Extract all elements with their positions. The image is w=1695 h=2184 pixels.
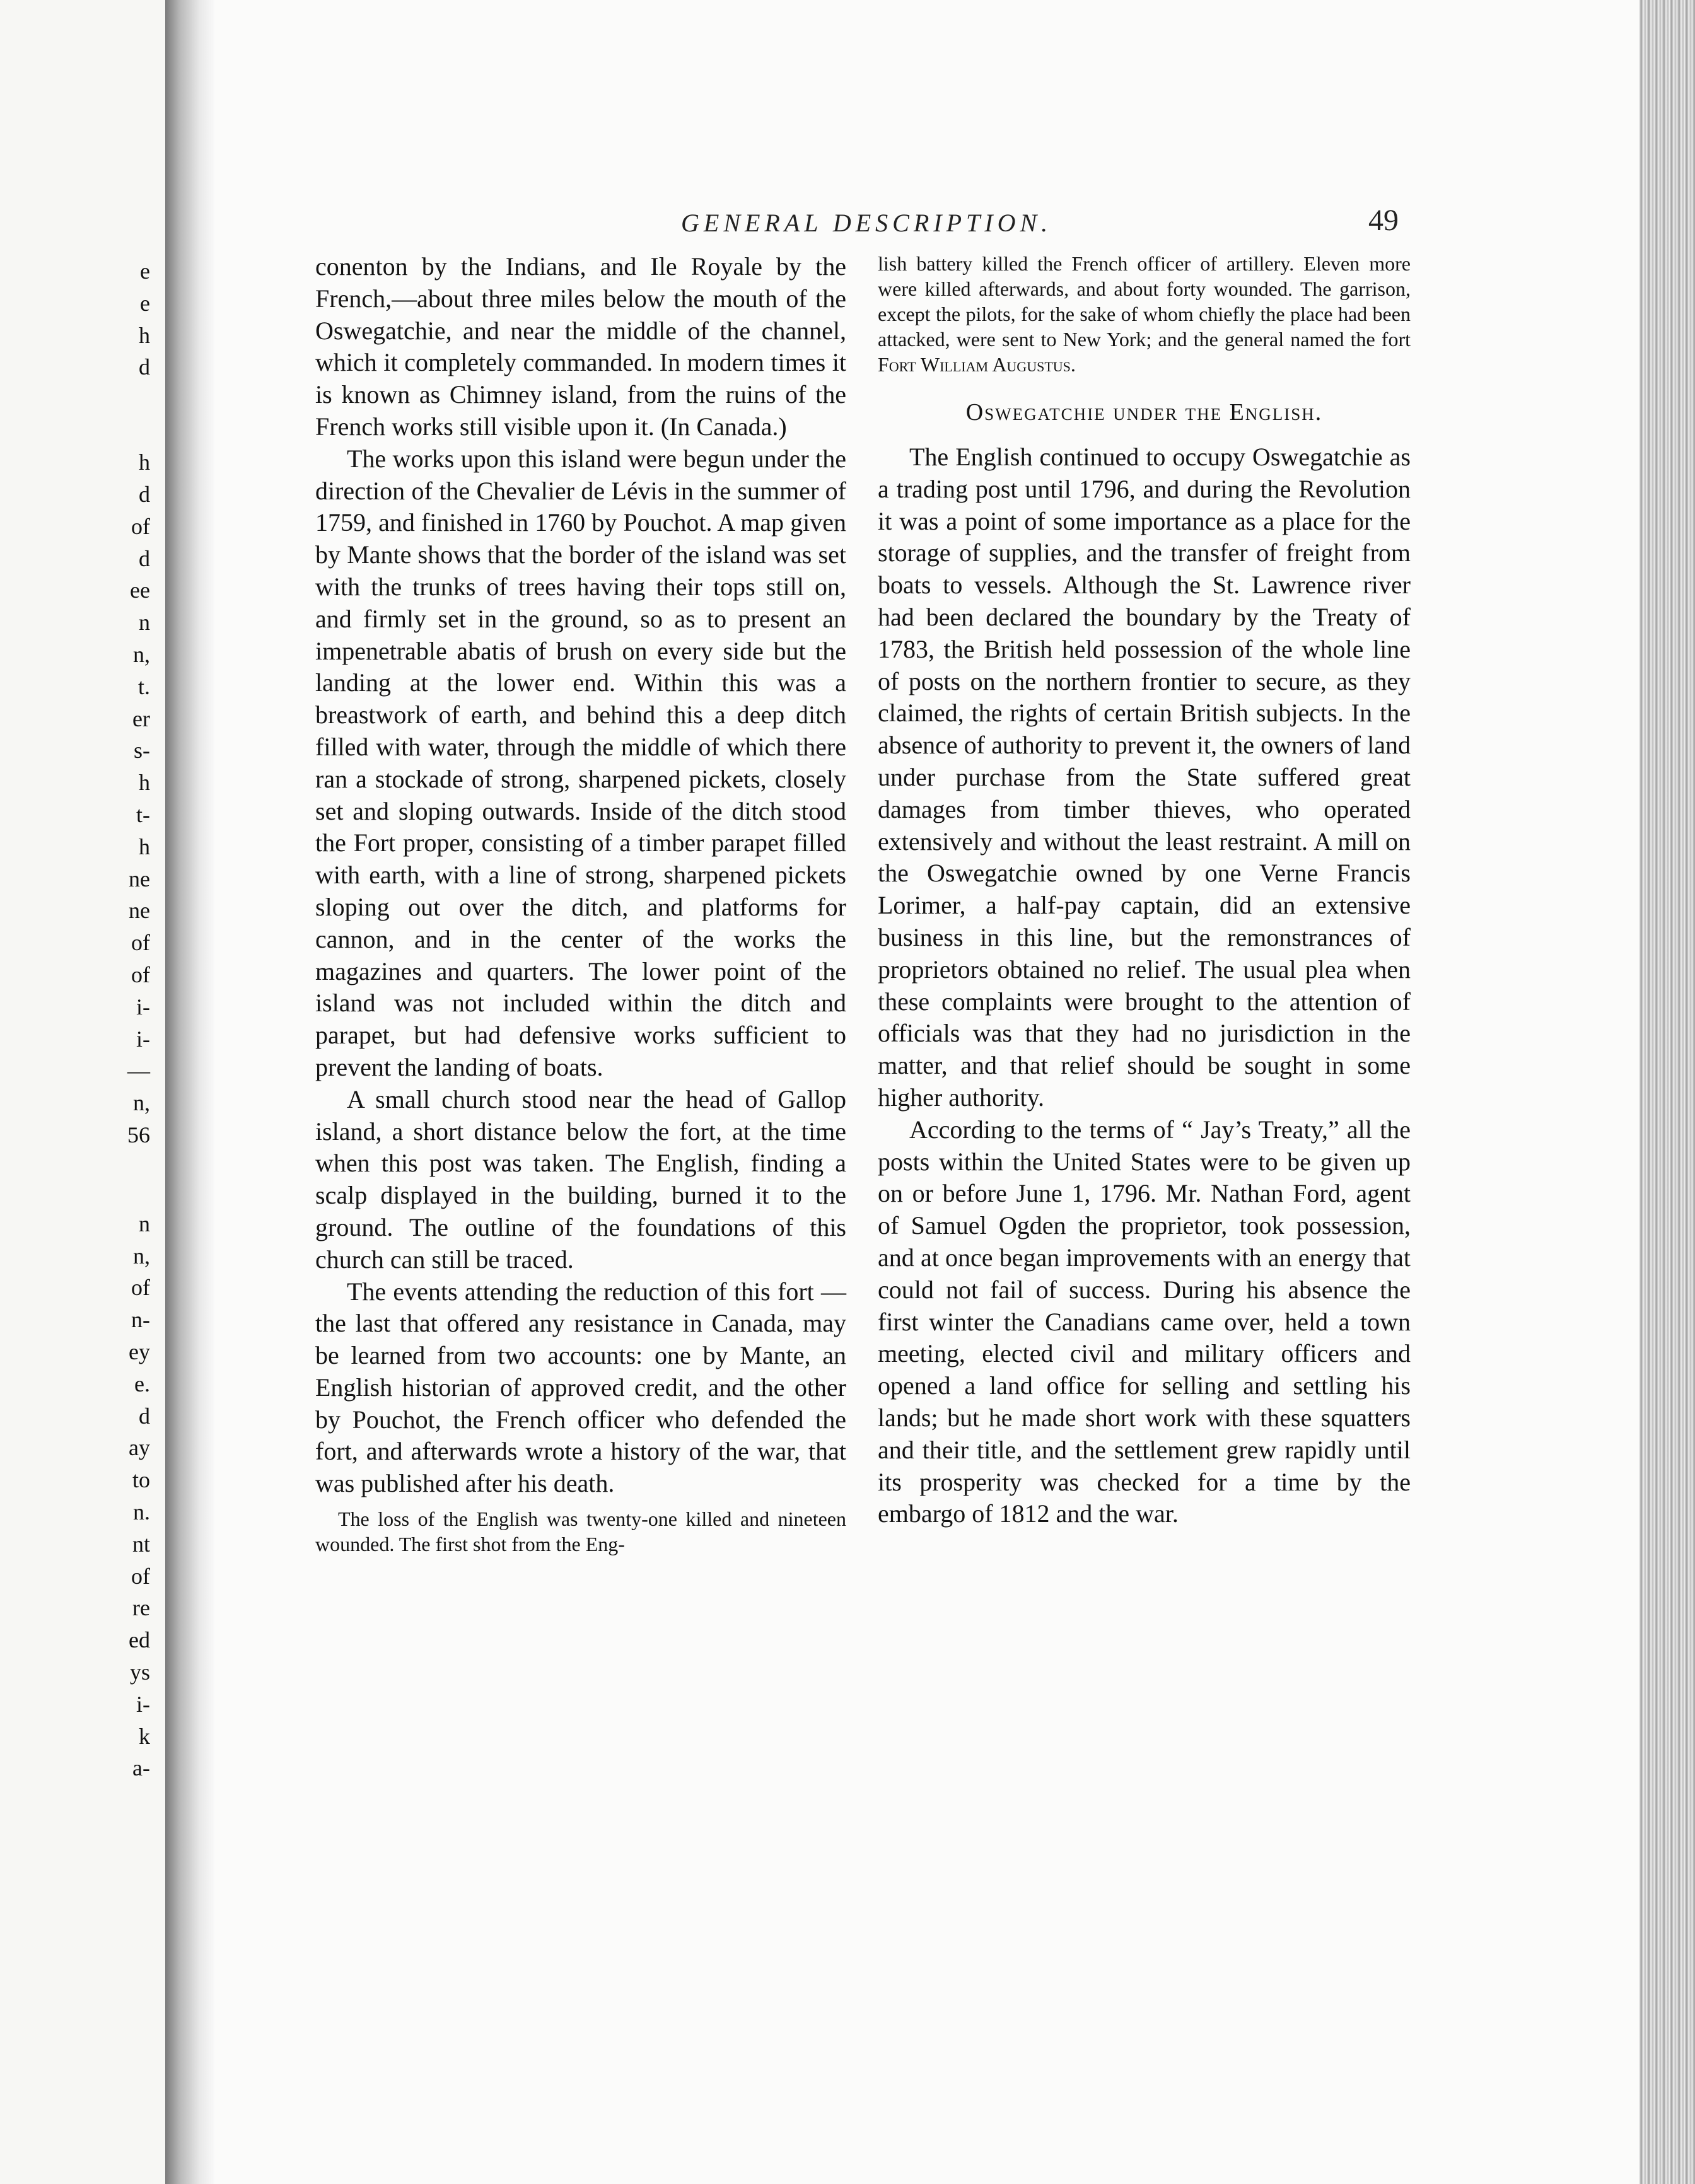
section-heading: Oswegatchie under the English. [965, 399, 1323, 426]
facing-page-fragment: i- [136, 994, 150, 1019]
facing-page-fragment: ys [129, 1659, 150, 1685]
facing-page-fragment: of [131, 1275, 150, 1301]
facing-page-fragment: s- [134, 738, 150, 764]
left-column [315, 251, 846, 1557]
page-number: 49 [1368, 204, 1399, 237]
facing-page-fragment: n [139, 610, 150, 636]
facing-page-fragment: e [140, 258, 150, 284]
paragraph: A small church stood near the head of Gallop island, a short distance below the fort, at the time when this post was taken. The English, finding a scalp displayed in the building, burned it to the ground. The outline of the foundations of this church can still be traced. [315, 1084, 846, 1274]
facing-page-fragment: h [139, 770, 150, 796]
facing-page-fragment: ey [129, 1339, 150, 1364]
facing-page-fragment: of [131, 513, 150, 539]
facing-page-fragment: d [139, 482, 150, 507]
facing-page-fragment: 56 [127, 1122, 150, 1147]
facing-page-fragment: t. [137, 673, 150, 699]
running-title: GENERAL DESCRIPTION. [681, 209, 1052, 237]
page-gutter [165, 0, 214, 2184]
facing-page-fragment: ed [129, 1627, 150, 1653]
paragraph: According to the terms of “ Jay’s Treaty,” all the posts within the United States were to be given up on or before June 1, 1796. Mr. Nathan Ford, agent of Samuel Ogden the proprietor, took possession, and at once began improvements with an energy that could not fail of success. During his absence the first winter the Canadians came over, held a town meeting, elected civil and military officers and opened a land office for selling and settling his lands; but he made short work with these squatters and their title, and the settlement grew rapidly until its prosperity was checked for a time by the embargo of 1812 and the war. [878, 1115, 1411, 1528]
facing-page-fragment: n, [133, 642, 150, 667]
facing-page-fragment: e [140, 290, 150, 316]
right-column [878, 251, 1411, 1530]
facing-page-fragment: of [131, 930, 150, 956]
facing-page-fragment: k [139, 1723, 150, 1749]
facing-page-fragment: ne [129, 898, 150, 924]
facing-page-fragment: d [139, 1403, 150, 1429]
footnote-continued [878, 251, 1411, 377]
footnote: The loss of the English was twenty-one killed and nineteen wounded. The first shot from the Eng- [315, 1507, 846, 1556]
facing-page-fragment: er [132, 706, 150, 731]
facing-page-fragment: h [139, 450, 150, 475]
facing-page-fragment: n, [133, 1243, 150, 1269]
facing-page-fragment: h [139, 834, 150, 859]
facing-page-fragment: re [132, 1595, 150, 1621]
facing-page-fragment: to [132, 1467, 150, 1493]
fort-name: Fort William Augustus. [878, 353, 1076, 376]
footnote-text: lish battery killed the French officer of artillery. Eleven more were killed afterwards, and about forty wounded. The garrison, except the pilots, for the sake of whom chiefly the place had been attacked, were sent to New York; and the general named the fort [878, 252, 1411, 351]
facing-page-fragment: n, [133, 1090, 150, 1116]
paragraph: The English continued to occupy Oswegatchie as a trading post until 1796, and during the Revolution it was a point of some importance as a place for the storage of supplies, and the transfer of freight from boats to vessels. Although the St. Lawrence river had been declared the boundary by the Treaty of 1783, the British held possession of the whole line of posts on the northern frontier to secure, as they claimed, the rights of certain British subjects. In the absence of authority to prevent it, the owners of land under purchase from the State suffered great damages from timber thieves, who operated extensively and without the least restraint. A mill on the Oswegatchie owned by one Verne Francis Lorimer, a half-pay captain, did an extensive business in this line, but the remonstrances of proprietors obtained no relief. The usual plea when these complaints were brought to the attention of officials was that they had no jurisdiction in the matter, and that relief should be sought in some higher authority. [878, 443, 1411, 1112]
facing-page-fragment: n [139, 1211, 150, 1236]
page-edges [1640, 0, 1695, 2184]
paragraph: The works upon this island were begun under the direction of the Chevalier de Lévis in the summer of 1759, and finished in 1760 by Pouchot. A map given by Mante shows that the border of the island was set with the trunks of trees having their tops still on, and firmly set in the ground, so as to present an impenetrable abatis of brush on every side but the landing at the lower end. Within this was a breastwork of earth, and behind this a deep ditch filled with water, through the middle of which there ran a stockade of strong, sharpened pickets, closely set and sloping outwards. Inside of the ditch stood the Fort proper, consisting of a timber parapet filled with earth, with a line of strong, sharpened pickets sloping out over the ditch, and platforms for cannon, and in the center of the works the magazines and quarters. The lower point of the island was not included within the ditch and parapet, but had defensive works sufficient to prevent the landing of boats. [315, 444, 846, 1081]
paragraph: conenton by the Indians, and Ile Royale by the French,—about three miles below the mouth of the Oswegatchie, and near the middle of the channel, which it completely commanded. In modern times it is known as Chimney island, from the ruins of the French works still visible upon it. (In Canada.) [315, 252, 846, 441]
facing-page-fragment: of [131, 962, 150, 987]
facing-page-fragment: i- [136, 1691, 150, 1717]
facing-page-fragment: ee [130, 578, 150, 603]
facing-page-fragment: h [139, 322, 150, 348]
facing-page-fragment: nt [132, 1531, 150, 1557]
facing-page-fragment: d [139, 545, 150, 571]
facing-page-fragment: — [127, 1058, 150, 1084]
facing-page-fragment: of [131, 1563, 150, 1589]
facing-page-fragment: a- [132, 1755, 150, 1781]
facing-page-fragment: ne [129, 866, 150, 892]
facing-page-fragment: ay [129, 1435, 150, 1461]
facing-page-fragment: e. [134, 1371, 150, 1397]
facing-page-fragment: n. [133, 1499, 150, 1525]
facing-page-fragment: i- [136, 1026, 150, 1052]
facing-page-fragment: d [139, 354, 150, 380]
facing-page-fragment: t- [136, 802, 150, 827]
facing-page-fragment: n- [131, 1307, 150, 1333]
paragraph: The events attending the reduction of this fort — the last that offered any resistance in Canada, may be learned from two accounts: one by Mante, an English historian of approved credit, and the other by Pouchot, the French officer who defended the fort, and afterwards wrote a history of the war, that was published after his death. [315, 1277, 846, 1498]
facing-page-edge [0, 0, 165, 2184]
